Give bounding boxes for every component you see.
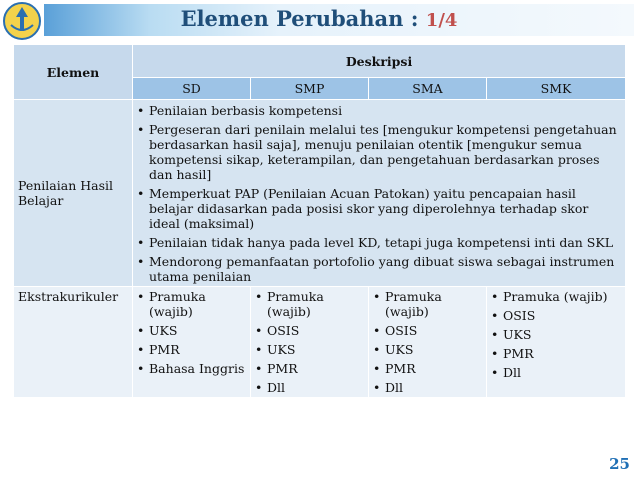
header-sd: SD [133, 78, 251, 100]
sd-cell [133, 287, 251, 398]
list-item: • Dll [491, 365, 621, 380]
list-item: • OSIS [373, 323, 482, 338]
list-item: • PMR [491, 346, 621, 361]
list-item: • UKS [491, 327, 621, 342]
table-row [14, 287, 626, 398]
list-item: • Memperkuat PAP (Penilaian Acuan Patokan) yaitu pencapaian hasil belajar didasarkan pada posisi skor yang diperolehnya terhadap skor ideal (maksimal) [137, 186, 621, 231]
header-smp: SMP [251, 78, 369, 100]
header-sma: SMA [369, 78, 487, 100]
table-row [14, 100, 626, 287]
list-item: • Pramuka (wajib) [137, 289, 246, 319]
list-item: • PMR [137, 342, 246, 357]
penilaian-description [133, 100, 626, 287]
header-elemen: Elemen [14, 45, 133, 100]
list-item: • Dll [255, 380, 364, 395]
changes-table [13, 44, 626, 398]
list-item: • UKS [137, 323, 246, 338]
list-item: • Pergeseran dari penilain melalui tes [mengukur kompetensi pengetahuan berdasarkan hasil saja], menuju penilaian otentik [mengukur semua kompetensi sikap, keterampilan, dan pengetahuan berdasarkan proses dan hasil] [137, 122, 621, 182]
list-item: • UKS [373, 342, 482, 357]
header-smk: SMK [487, 78, 626, 100]
list-item: • Pramuka (wajib) [373, 289, 482, 319]
list-item: • Bahasa Inggris [137, 361, 246, 376]
title-fraction: 1/4 [425, 10, 458, 31]
list-item: • Pramuka (wajib) [255, 289, 364, 319]
sma-cell [369, 287, 487, 398]
title-main: Elemen Perubahan : [180, 6, 419, 31]
list-item: • Dll [373, 380, 482, 395]
header-deskripsi: Deskripsi [133, 45, 626, 78]
page-number: 25 [609, 455, 630, 473]
list-item: • Mendorong pemanfaatan portofolio yang dibuat siswa sebagai instrumen utama penilaian [137, 254, 621, 284]
list-item: • OSIS [491, 308, 621, 323]
list-item: • UKS [255, 342, 364, 357]
title-bar [0, 0, 638, 42]
list-item: • OSIS [255, 323, 364, 338]
list-item: • Penilaian berbasis kompetensi [137, 103, 621, 118]
smp-cell [251, 287, 369, 398]
elemen-penilaian: Penilaian Hasil Belajar [14, 100, 133, 287]
smk-cell [487, 287, 626, 398]
elemen-ekstrakurikuler: Ekstrakurikuler [14, 287, 133, 398]
list-item: • PMR [255, 361, 364, 376]
page-title [0, 6, 638, 31]
list-item: • Penilaian tidak hanya pada level KD, tetapi juga kompetensi inti dan SKL [137, 235, 621, 250]
list-item: • PMR [373, 361, 482, 376]
list-item: • Pramuka (wajib) [491, 289, 621, 304]
